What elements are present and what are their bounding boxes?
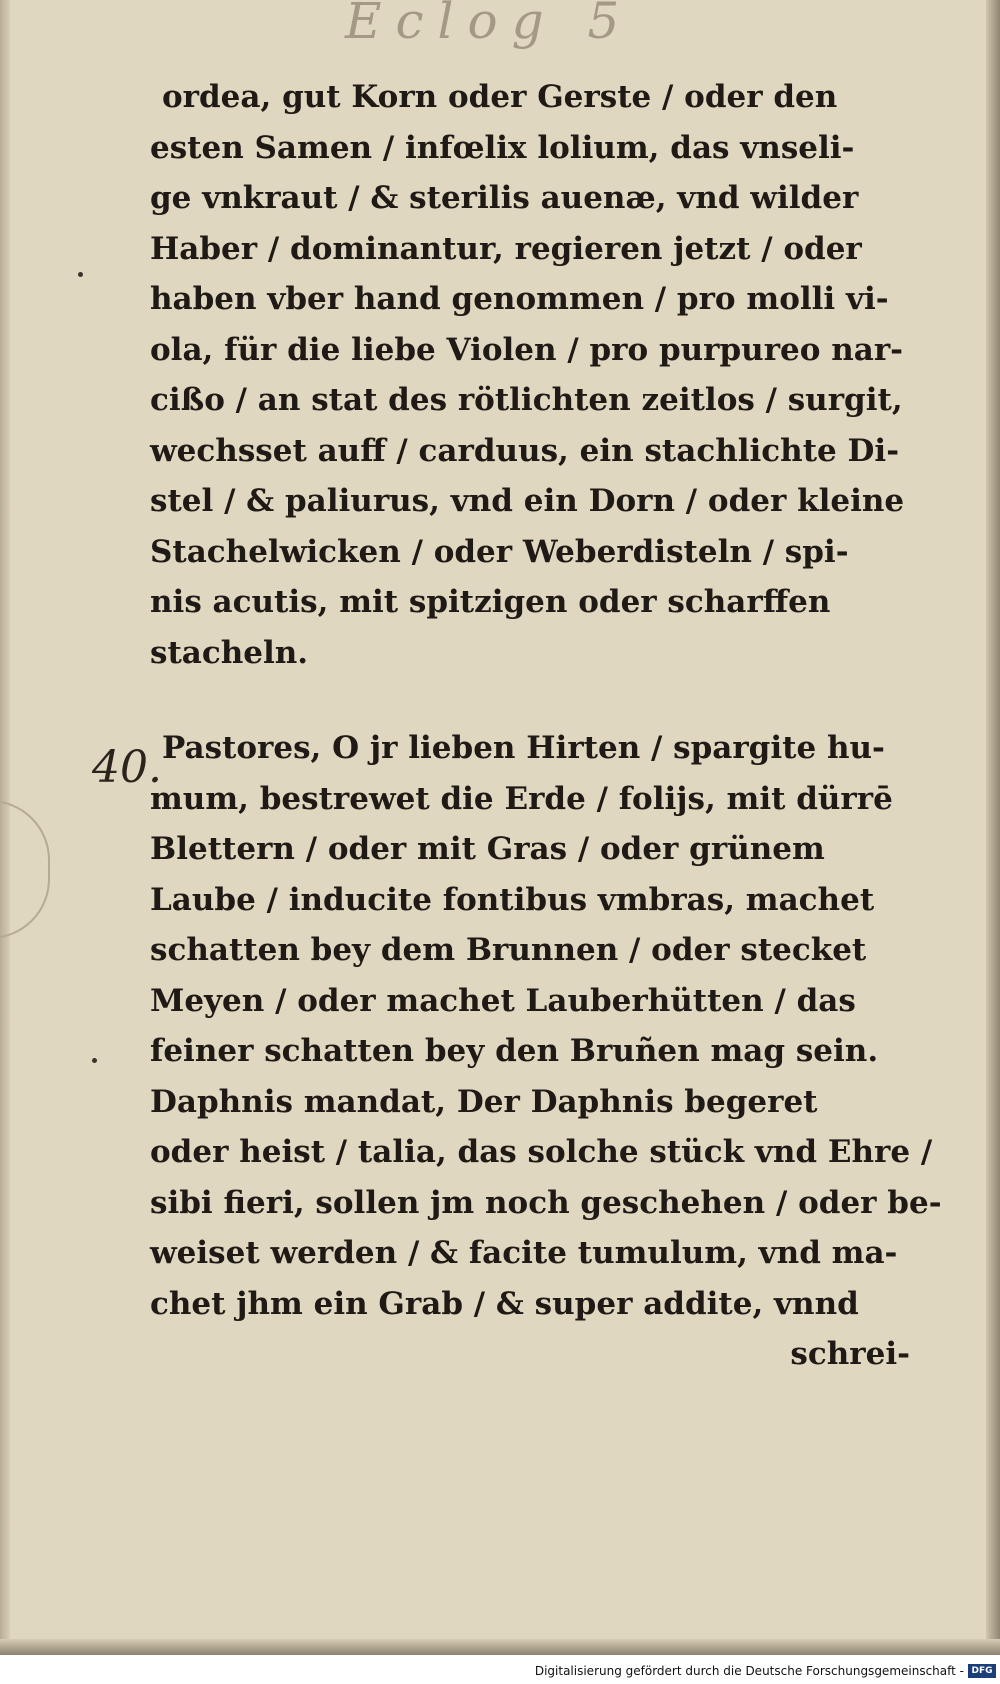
margin-verse-number: 40.	[92, 742, 162, 793]
text-line: nis acutis, mit spitzigen oder scharffen	[150, 584, 831, 620]
text-line: oder heist / talia, das solche stück vnd Ehre /	[150, 1134, 933, 1170]
text-line: Laube / inducite fontibus vmbras, machet	[150, 881, 875, 918]
paragraph-gap	[150, 678, 910, 723]
digitization-footer	[0, 1655, 1000, 1684]
text-line: stacheln.	[150, 634, 309, 671]
text-line: haben vber hand genommen / pro molli vi-	[150, 281, 889, 317]
text-line: Pastores, O jr lieben Hirten / spargite hu-	[162, 730, 885, 766]
text-line: schatten bey dem Brunnen / oder stecket	[150, 932, 867, 968]
text-line: chet jhm ein Grab / & super addite, vnnd	[150, 1285, 859, 1322]
footer-credit-text: Digitalisierung gefördert durch die Deutsche Forschungsgemeinschaft -	[534, 1664, 964, 1678]
text-line: Daphnis mandat, Der Daphnis begeret	[150, 1083, 818, 1120]
paragraph-2	[150, 723, 942, 1329]
text-line: Blettern / oder mit Gras / oder grünem	[150, 831, 825, 867]
catchword: schrei-	[790, 1336, 910, 1372]
text-line: ordea, gut Korn oder Gerste / oder den	[162, 79, 838, 115]
text-line: Haber / dominantur, regieren jetzt / oder	[150, 230, 862, 267]
text-line: stel / & paliurus, vnd ein Dorn / oder kleine	[150, 483, 905, 519]
clip-mark	[0, 800, 50, 939]
text-line: sibi fieri, sollen jm noch geschehen / oder be-	[150, 1184, 942, 1221]
text-line: ola, für die liebe Violen / pro purpureo nar-	[150, 331, 904, 368]
text-line: wechsset auff / carduus, ein stachlichte Di-	[150, 432, 900, 469]
text-line: esten Samen / infœlix lolium, das vnseli-	[150, 129, 855, 166]
ink-speck	[92, 1058, 97, 1063]
paragraph-1	[150, 72, 910, 678]
page-edge-bottom	[0, 1639, 1000, 1655]
text-line: Stachelwicken / oder Weberdisteln / spi-	[150, 533, 849, 570]
page-edge-right	[986, 0, 1000, 1655]
text-line: feiner schatten bey den Bruñen mag sein.	[150, 1033, 879, 1069]
handwritten-annotation: Eclog 5	[345, 0, 634, 50]
text-line: cißo / an stat des rötlichten zeitlos / surgit,	[150, 382, 903, 418]
text-body	[150, 72, 942, 1380]
ink-speck	[78, 272, 83, 277]
text-line: weiset werden / & facite tumulum, vnd ma-	[150, 1235, 898, 1271]
text-line: mum, bestrewet die Erde / folijs, mit dürrē	[150, 780, 893, 817]
dfg-logo-icon: DFG	[968, 1664, 996, 1678]
text-line: Meyen / oder machet Lauberhütten / das	[150, 982, 856, 1019]
text-line: ge vnkraut / & sterilis auenæ, vnd wilder	[150, 180, 859, 216]
